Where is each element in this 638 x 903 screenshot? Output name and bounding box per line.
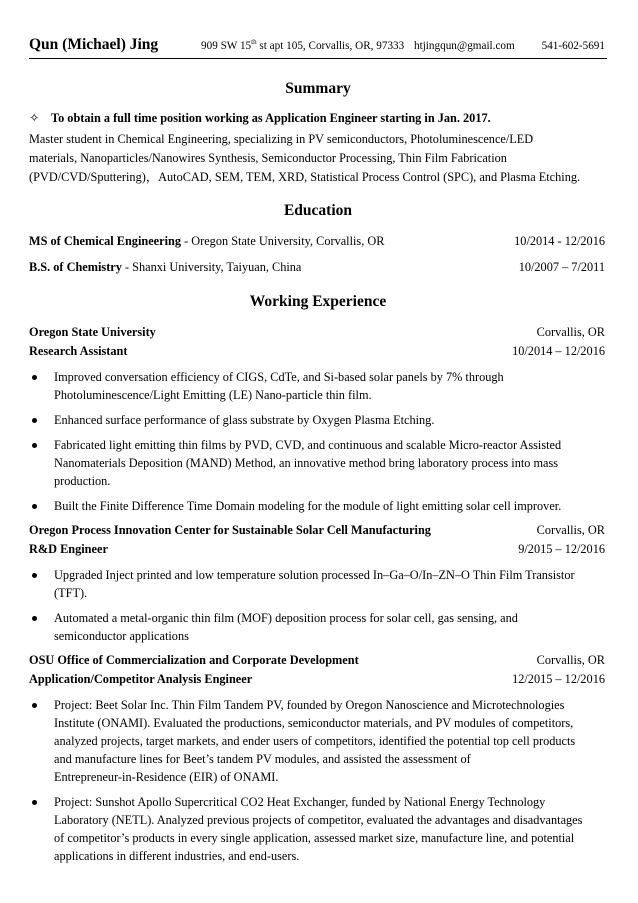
list-item: Improved conversation efficiency of CIGS, CdTe, and Si-based solar panels by 7% through Photoluminescence/Light Emitting (LE) Nano-particle thin film. — [29, 368, 607, 404]
list-item: Built the Finite Difference Time Domain modeling for the module of light emitting solar cell improver. — [29, 497, 607, 515]
bullet-icon — [32, 703, 37, 708]
job-dates: 12/2015 – 12/2016 — [512, 672, 605, 686]
list-item: Fabricated light emitting thin films by PVD, CVD, and continuous and scalable Micro-reactor Assisted Nanomaterials Deposition (MAND) Method, an innovative method bring laboratory process into mass production. — [29, 436, 607, 490]
list-item: Project: Sunshot Apollo Supercritical CO2 Heat Exchanger, funded by National Energy Technology Laboratory (NETL). Analyzed previous projects of competitor, evaluated the advantages and disadvantages of competitor’s products in every single application, assessed market size, manufacture line, and potential applications in different industries, and end-users. — [29, 793, 607, 865]
job-entry — [29, 323, 607, 515]
job-entry — [29, 651, 607, 865]
list-item: Enhanced surface performance of glass substrate by Oxygen Plasma Etching. — [29, 411, 607, 429]
job-title-row — [29, 342, 607, 361]
degree: B.S. of Chemistry — [29, 260, 122, 274]
job-title: R&D Engineer — [29, 542, 108, 556]
resume-header — [29, 36, 607, 59]
institution: - Oregon State University, Corvallis, OR — [181, 234, 385, 248]
summary-heading: Summary — [285, 80, 351, 97]
bullet-icon — [32, 375, 37, 380]
job-dates: 9/2015 – 12/2016 — [518, 542, 605, 556]
address: 909 SW 15th st apt 105, Corvallis, OR, 97333 — [201, 38, 405, 52]
job-title-row — [29, 540, 607, 559]
objective-line — [29, 109, 607, 128]
summary-line: materials, Nanoparticles/Nanowires Synthesis, Semiconductor Processing, Thin Film Fabrication — [29, 151, 507, 165]
bullet-icon — [32, 616, 37, 621]
job-bullets — [29, 696, 607, 865]
job-location: Corvallis, OR — [536, 653, 605, 667]
degree: MS of Chemical Engineering — [29, 234, 181, 248]
job-org: OSU Office of Commercialization and Corporate Development — [29, 653, 359, 667]
objective-text: To obtain a full time position working as Application Engineer starting in Jan. 2017. — [51, 111, 491, 125]
bullet-icon — [32, 504, 37, 509]
summary-line: Master student in Chemical Engineering, specializing in PV semiconductors, Photoluminescence/LED — [29, 132, 534, 146]
email-link[interactable]: htjingqun@gmail.com — [414, 40, 515, 52]
job-location: Corvallis, OR — [536, 325, 605, 339]
phone-number: 541-602-5691 — [541, 40, 605, 52]
education-entry — [29, 232, 607, 251]
education-dates: 10/2014 - 12/2016 — [514, 234, 605, 248]
job-title-row — [29, 670, 607, 689]
bullet-icon — [32, 418, 37, 423]
job-location: Corvallis, OR — [536, 523, 605, 537]
list-item: Upgraded Inject printed and low temperature solution processed In–Ga–O/In–ZN–O Thin Film Transistor (TFT). — [29, 566, 607, 602]
list-item: Automated a metal-organic thin film (MOF) deposition process for solar cell, gas sensing, and semiconductor applications — [29, 609, 607, 645]
experience-heading: Working Experience — [249, 293, 387, 310]
institution: - Shanxi University, Taiyuan, China — [121, 260, 302, 274]
job-dates: 10/2014 – 12/2016 — [512, 344, 605, 358]
job-title: Research Assistant — [29, 344, 128, 358]
job-org-row — [29, 323, 607, 342]
list-item: Project: Beet Solar Inc. Thin Film Tandem PV, founded by Oregon Nanoscience and Microtechnologies Institute (ONAMI). Evaluated the productions, semiconductor materials, and PV modules of competitors, analyzed projects, target markets, and ender users of competitors, identified the potential top cell products and manufacture lines for Beet’s tandem PV modules, and assisted the assessment of Entrepreneur-in-Residence (EIR) of ONAMI. — [29, 696, 607, 786]
summary-paragraph — [29, 130, 607, 187]
bullet-icon — [32, 443, 37, 448]
education-heading: Education — [283, 202, 353, 219]
job-entry — [29, 521, 607, 645]
objective-star-icon: ✧ — [29, 111, 40, 125]
job-title: Application/Competitor Analysis Engineer — [29, 672, 253, 686]
job-org: Oregon Process Innovation Center for Sustainable Solar Cell Manufacturing — [29, 523, 431, 537]
resume-page — [29, 36, 607, 865]
candidate-name: Qun (Michael) Jing — [29, 36, 159, 53]
job-org-row — [29, 521, 607, 540]
education-entry — [29, 258, 607, 277]
job-bullets — [29, 566, 607, 645]
summary-line: (PVD/CVD/Sputtering)，AutoCAD, SEM, TEM, XRD, Statistical Process Control (SPC), and Plasma Etching. — [29, 170, 581, 184]
education-dates: 10/2007 – 7/2011 — [518, 260, 605, 274]
job-bullets — [29, 368, 607, 515]
bullet-icon — [32, 800, 37, 805]
bullet-icon — [32, 573, 37, 578]
job-org: Oregon State University — [29, 325, 156, 339]
job-org-row — [29, 651, 607, 670]
